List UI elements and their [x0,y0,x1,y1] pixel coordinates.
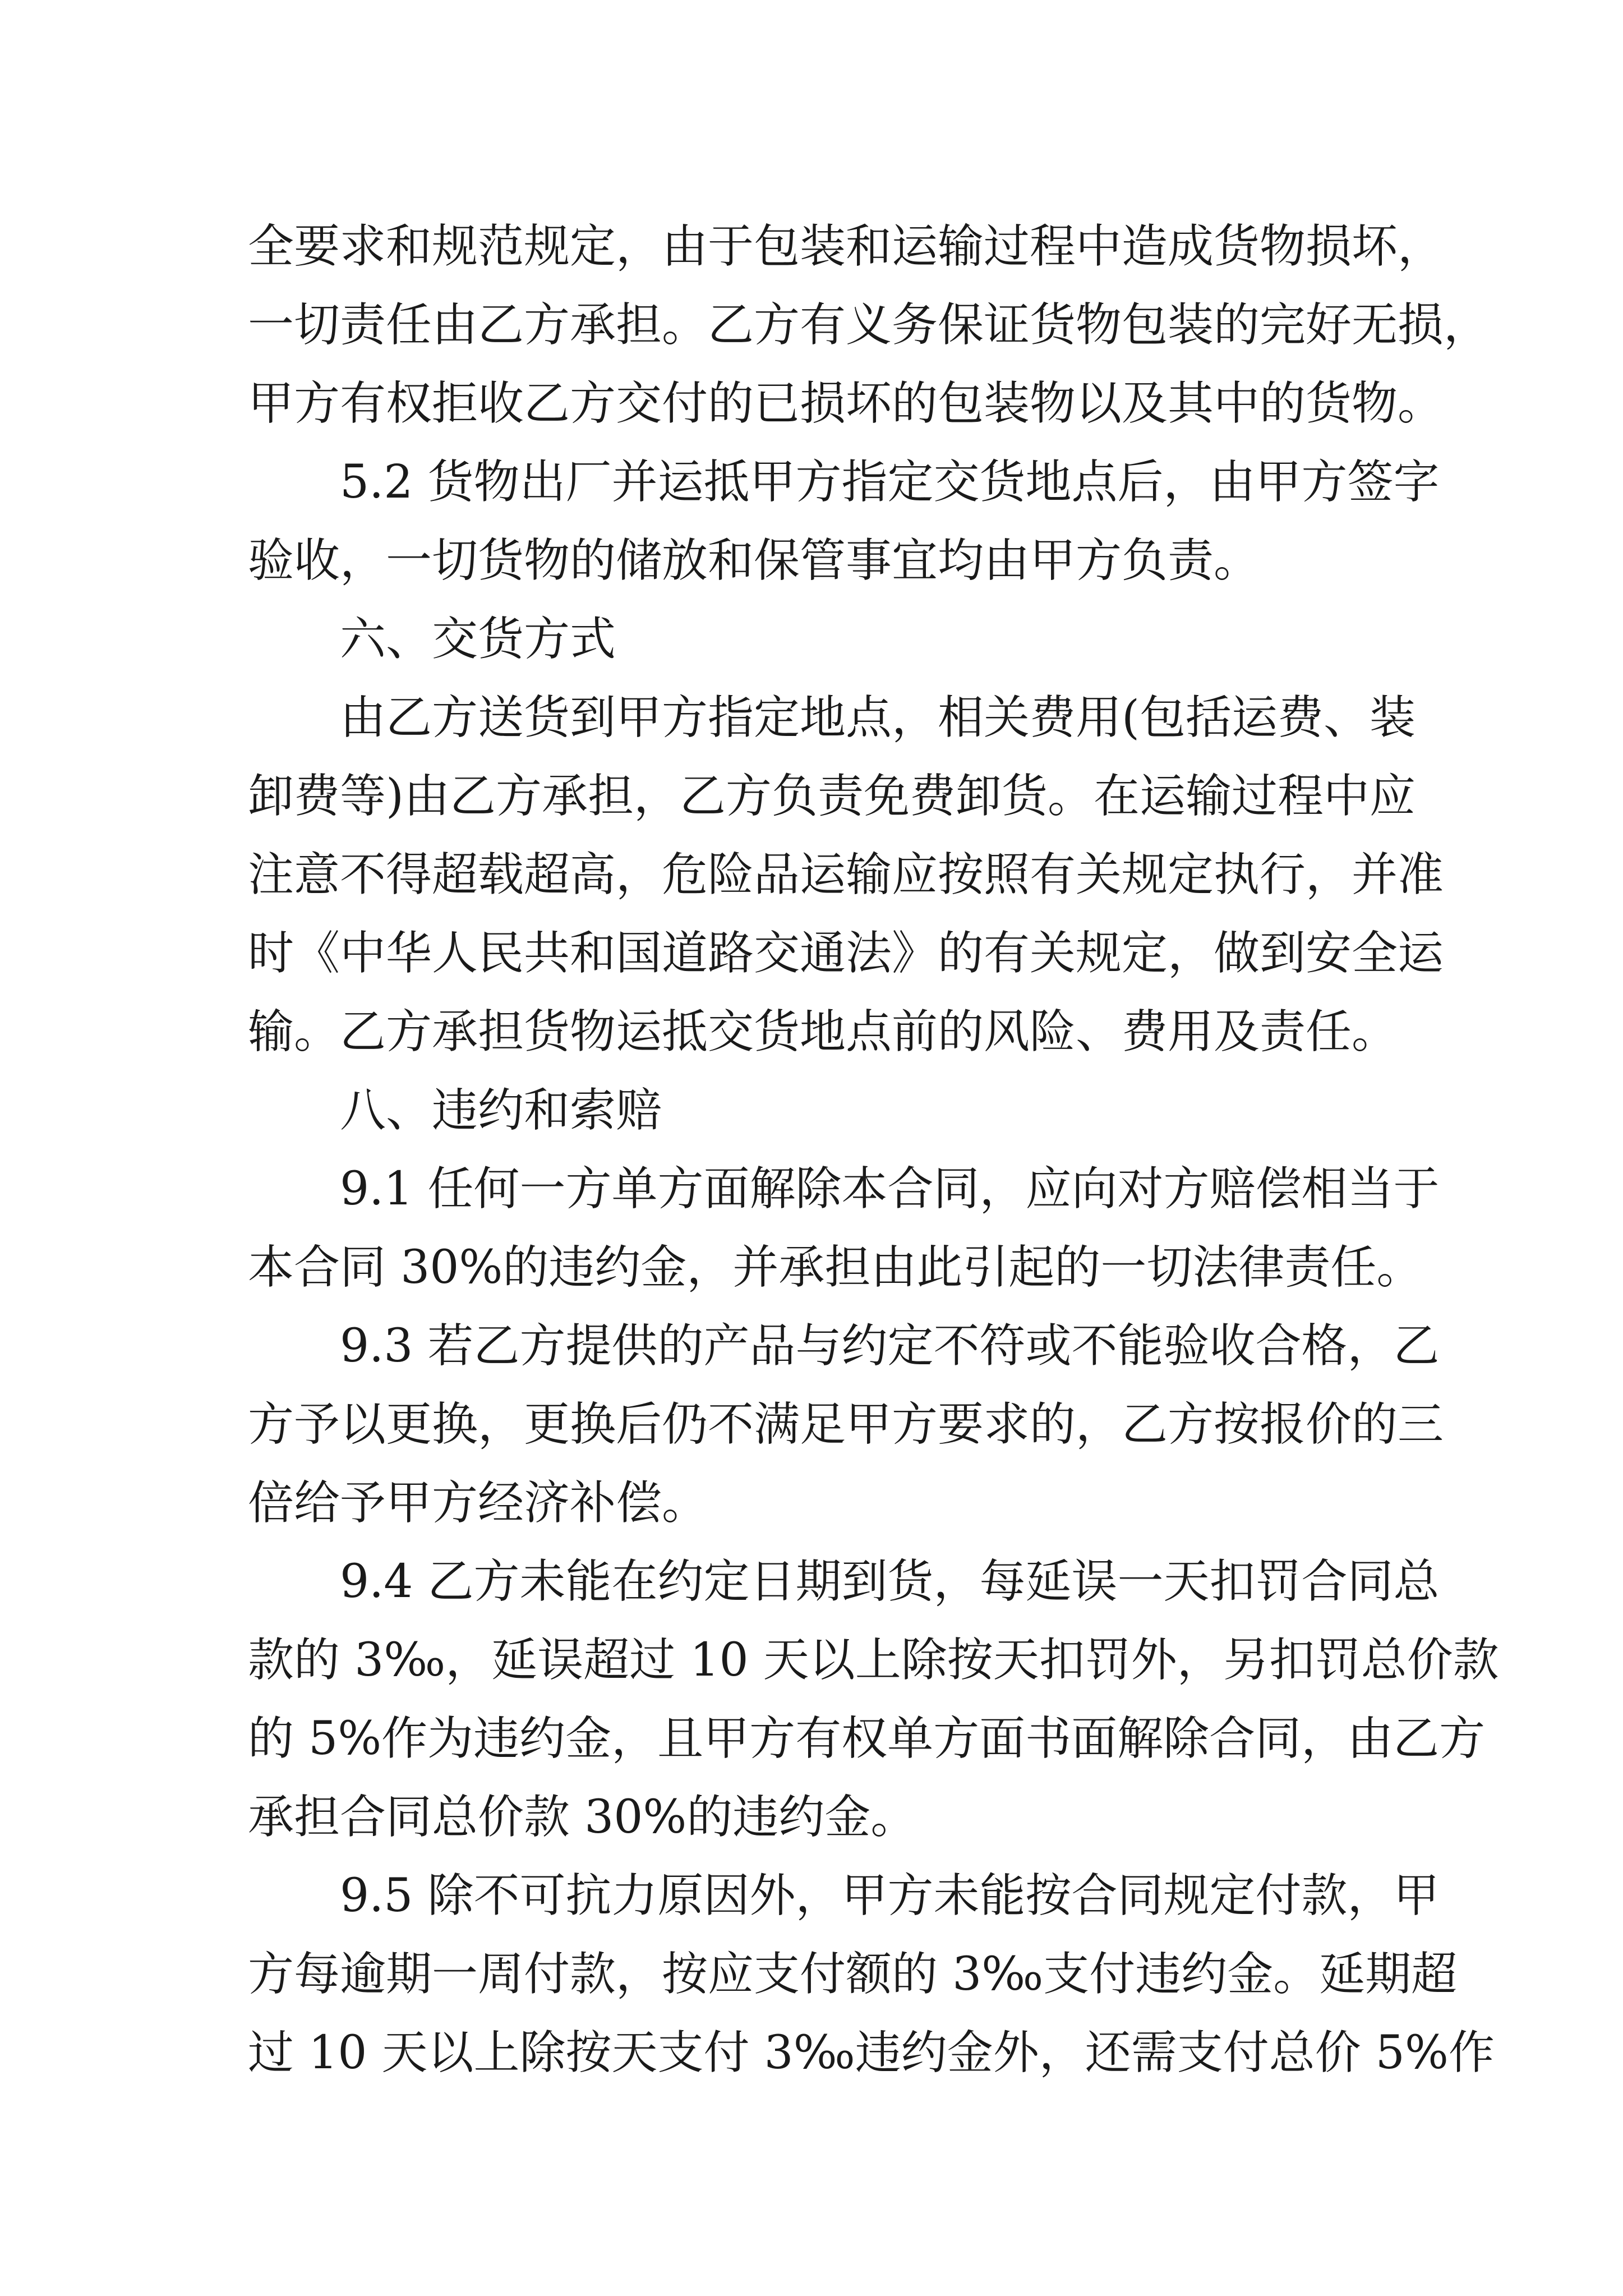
clause-9-3: 9.3 若乙方提供的产品与约定不符或不能验收合格，乙 [340,1319,1440,1373]
section-heading-breach-and-claims: 八、违约和索赔 [340,1084,662,1137]
text-line: 甲方有权拒收乙方交付的已损坏的包装物以及其中的货物。 [248,377,1444,430]
text-line: 全要求和规范规定，由于包装和运输过程中造成货物损坏， [248,220,1444,273]
text-line: 方每逾期一周付款，按应支付额的 3‰支付违约金。延期超 [248,1948,1458,2001]
text-line: 倍给予甲方经济补偿。 [248,1476,708,1530]
clause-5-2: 5.2 货物出厂并运抵甲方指定交货地点后，由甲方签字 [340,455,1440,509]
clause-9-1: 9.1 任何一方单方面解除本合同，应向对方赔偿相当于 [340,1162,1440,1216]
text-line: 时《中华人民共和国道路交通法》的有关规定，做到安全运 [248,927,1444,980]
clause-9-5: 9.5 除不可抗力原因外，甲方未能按合同规定付款，甲 [340,1869,1440,1922]
text-line: 过 10 天以上除按天支付 3‰违约金外，还需支付总价 5%作 [248,2026,1495,2079]
section-heading-delivery-method: 六、交货方式 [340,613,616,666]
clause-9-4: 9.4 乙方未能在约定日期到货，每延误一天扣罚合同总 [340,1555,1440,1608]
contract-text [248,208,1499,2092]
text-line: 验收，一切货物的储放和保管事宜均由甲方负责。 [248,534,1260,587]
text-line: 的 5%作为违约金，且甲方有权单方面书面解除合同，由乙方 [248,1712,1486,1765]
text-line: 本合同 30%的违约金，并承担由此引起的一切法律责任。 [248,1241,1423,1294]
text-line: 卸费等)由乙方承担，乙方负责免费卸货。在运输过程中应 [248,770,1415,823]
text-line: 注意不得超载超高，危险品运输应按照有关规定执行，并准 [248,848,1444,901]
text-line: 一切责任由乙方承担。乙方有义务保证货物包装的完好无损， [248,298,1490,352]
text-line: 款的 3‰，延误超过 10 天以上除按天扣罚外，另扣罚总价款 [248,1634,1499,1687]
text-line: 输。乙方承担货物运抵交货地点前的风险、费用及责任。 [248,1005,1398,1059]
text-line: 承担合同总价款 30%的违约金。 [248,1791,917,1844]
delivery-paragraph: 由乙方送货到甲方指定地点，相关费用(包括运费、装 [340,691,1415,744]
text-line: 方予以更换，更换后仍不满足甲方要求的，乙方按报价的三 [248,1398,1444,1451]
